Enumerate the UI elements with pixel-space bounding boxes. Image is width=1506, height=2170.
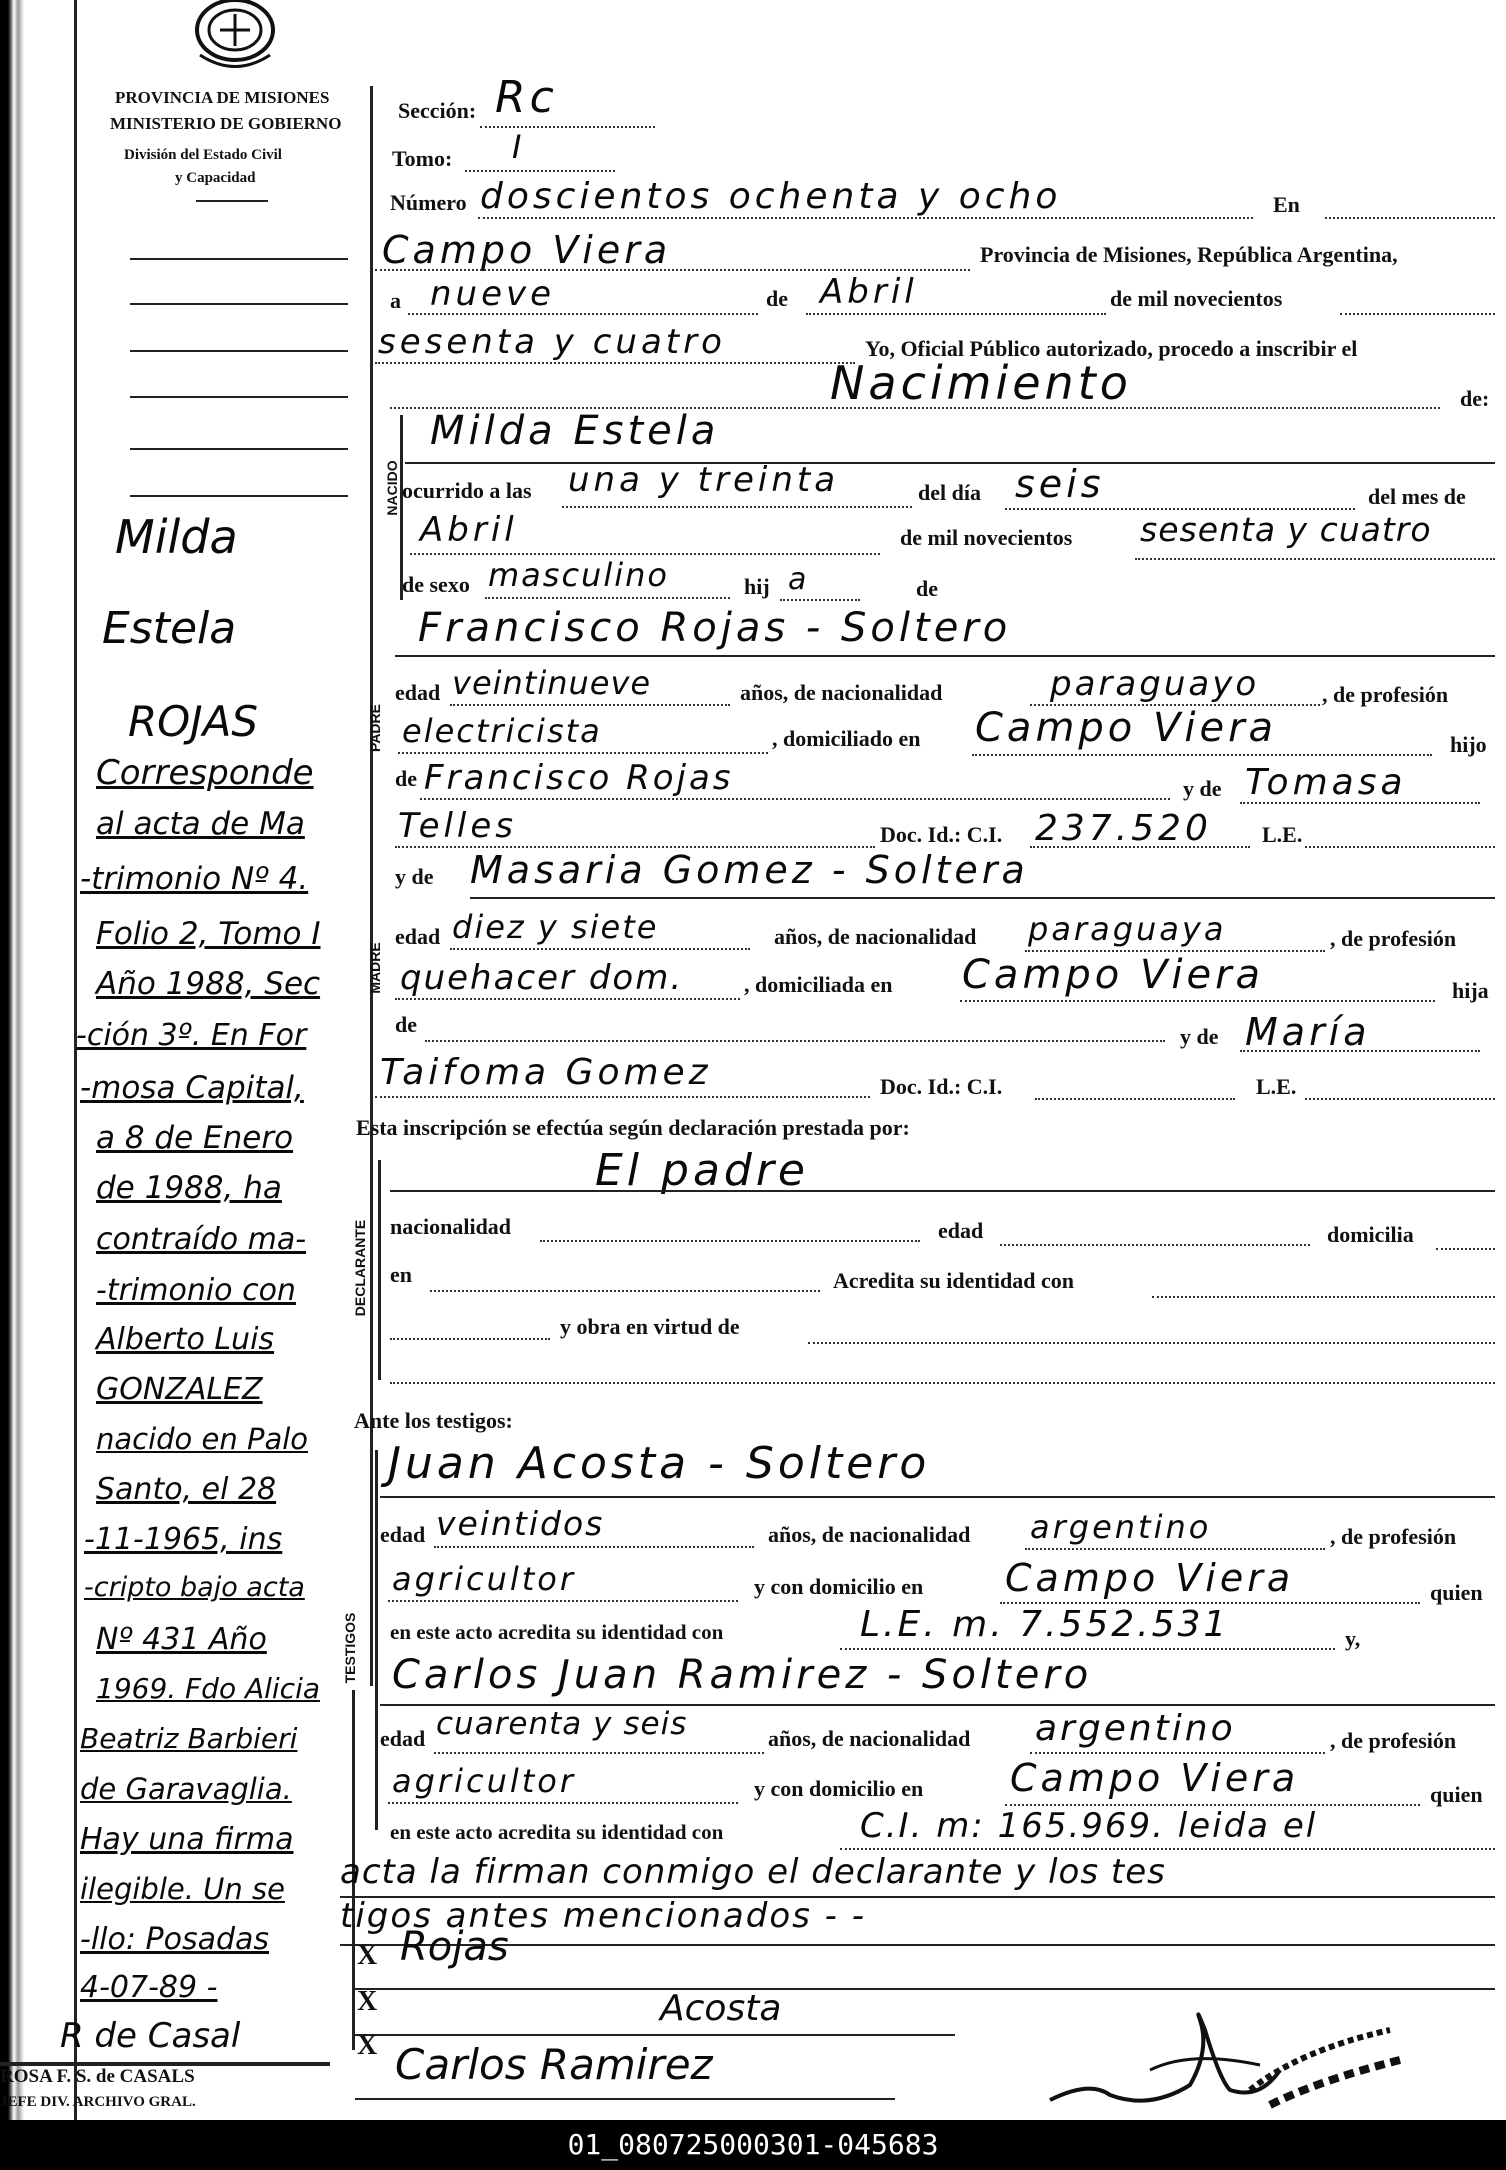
sexo-value: masculino bbox=[488, 556, 669, 594]
margin-line: de 1988, ha bbox=[96, 1170, 282, 1206]
declarante-nac-label: nacionalidad bbox=[390, 1214, 512, 1239]
madre-nac-label: años, de nacionalidad bbox=[774, 924, 977, 949]
declarante-intro: Esta inscripción se efectúa según declaración prestada por: bbox=[356, 1115, 910, 1140]
margin-line: ilegible. Un se bbox=[80, 1872, 285, 1906]
margin-line: contraído ma- bbox=[96, 1222, 307, 1257]
padre-edad-label: edad bbox=[395, 680, 441, 705]
padre-nac-label: años, de nacionalidad bbox=[740, 680, 943, 705]
closing-line-2: tigos antes mencionados - - bbox=[340, 1896, 866, 1936]
declarante-obra-label: y obra en virtud de bbox=[560, 1314, 740, 1339]
padre-dom-label: , domiciliado en bbox=[772, 726, 921, 751]
w1-acredita-label: en este acto acredita su identidad con bbox=[390, 1620, 724, 1644]
tomo-label: Tomo: bbox=[392, 146, 453, 171]
document-id-footer: 01_080725000301-045683 bbox=[0, 2120, 1506, 2170]
scan-left-edge bbox=[0, 0, 28, 2120]
margin-line: 4-07-89 - bbox=[80, 1970, 218, 2005]
month-value: Abril bbox=[820, 272, 918, 312]
hij-label: hij bbox=[744, 574, 770, 599]
madre-dom-label: , domiciliada en bbox=[744, 972, 893, 997]
coat-of-arms-icon bbox=[190, 0, 280, 72]
w2-dom-label: y con domicilio en bbox=[754, 1776, 924, 1801]
w1-quien-label: quien bbox=[1430, 1580, 1483, 1605]
division-header-2: y Capacidad bbox=[175, 170, 256, 186]
father-name: Francisco Rojas - Soltero bbox=[418, 605, 1012, 651]
mil-label: de mil novecientos bbox=[1110, 286, 1283, 311]
scan-border-line bbox=[74, 0, 77, 2120]
w2-quien-label: quien bbox=[1430, 1782, 1483, 1807]
madre-y-de-label: y de bbox=[395, 864, 434, 889]
w1-y-label: y, bbox=[1345, 1626, 1361, 1651]
witness2-nationality: argentino bbox=[1035, 1708, 1236, 1749]
testigos-intro: Ante los testigos: bbox=[354, 1408, 513, 1433]
ministry-header: MINISTERIO DE GOBIERNO bbox=[110, 114, 342, 133]
margin-line: Folio 2, Tomo I bbox=[96, 916, 321, 952]
witness1-name: Juan Acosta - Soltero bbox=[388, 1438, 931, 1489]
w2-prof-label: , de profesión bbox=[1330, 1728, 1457, 1753]
del-dia-label: del día bbox=[918, 480, 981, 505]
father-doc-value: 237.520 bbox=[1035, 808, 1212, 849]
margin-line: -ción 3º. En For bbox=[76, 1018, 307, 1053]
witness1-id: L.E. m. 7.552.531 bbox=[860, 1604, 1230, 1645]
padre-y-de-label: y de bbox=[1183, 776, 1222, 801]
hija-label: hija bbox=[1452, 978, 1489, 1003]
official-seal-icon bbox=[1240, 2010, 1410, 2110]
tomo-value: I bbox=[512, 128, 526, 166]
province-header: PROVINCIA DE MISIONES bbox=[115, 88, 330, 107]
act-value: Nacimiento bbox=[830, 356, 1132, 410]
padre-le-label: L.E. bbox=[1262, 822, 1303, 847]
numero-label: Número bbox=[390, 190, 467, 215]
declarante-section-label: DECLARANTE bbox=[352, 1219, 368, 1317]
margin-line: Hay una firma bbox=[80, 1822, 294, 1857]
ocurrido-label: ocurrido a las bbox=[402, 478, 532, 503]
margin-line: -llo: Posadas bbox=[80, 1922, 270, 1957]
margin-line: -mosa Capital, bbox=[80, 1070, 304, 1106]
sexo-label: de sexo bbox=[402, 572, 470, 597]
w2-acredita-label: en este acto acredita su identidad con bbox=[390, 1820, 724, 1844]
father-nationality: paraguayo bbox=[1050, 664, 1260, 704]
closing-line-1: acta la firman conmigo el declarante y los tes bbox=[340, 1852, 1166, 1892]
place-value: Campo Viera bbox=[382, 228, 672, 272]
w1-dom-label: y con domicilio en bbox=[754, 1574, 924, 1599]
father-domicile: Campo Viera bbox=[975, 705, 1278, 751]
madre-de-label: de bbox=[395, 1012, 417, 1037]
declarante-edad-label: edad bbox=[938, 1218, 984, 1243]
witness2-profession: agricultor bbox=[392, 1762, 577, 1800]
margin-line: Nº 431 Año bbox=[96, 1622, 267, 1657]
witness2-name: Carlos Juan Ramirez - Soltero bbox=[392, 1652, 1093, 1698]
mother-profession: quehacer dom. bbox=[400, 958, 684, 998]
madre-edad-label: edad bbox=[395, 924, 441, 949]
hijo-label: hijo bbox=[1450, 732, 1487, 757]
madre-prof-label: , de profesión bbox=[1330, 926, 1457, 951]
birth-mil-label: de mil novecientos bbox=[900, 525, 1073, 550]
witness2-id: C.I. m: 165.969. leida el bbox=[860, 1806, 1318, 1846]
birth-month-value: Abril bbox=[420, 510, 518, 550]
margin-line: Estela bbox=[102, 603, 237, 654]
witness1-profession: agricultor bbox=[392, 1560, 577, 1598]
padre-section-label: PADRE bbox=[367, 704, 383, 752]
witness2-age: cuarenta y seis bbox=[436, 1706, 688, 1742]
margin-line: Corresponde bbox=[96, 753, 314, 793]
declarant-value: El padre bbox=[595, 1145, 809, 1196]
birth-day-value: seis bbox=[1015, 462, 1105, 506]
padre-doc-label: Doc. Id.: C.I. bbox=[880, 822, 1003, 847]
margin-line: de Garavaglia. bbox=[80, 1772, 292, 1806]
paternal-grandmother: Tomasa bbox=[1245, 762, 1407, 803]
maternal-grandmother-surname: Taifoma Gomez bbox=[380, 1052, 712, 1093]
year-value: sesenta y cuatro bbox=[378, 322, 726, 362]
signature-x: X bbox=[357, 2030, 378, 2061]
madre-y-de2-label: y de bbox=[1180, 1024, 1219, 1049]
hour-value: una y treinta bbox=[568, 460, 840, 500]
nacido-name: Milda Estela bbox=[430, 408, 720, 454]
padre-prof-label: , de profesión bbox=[1322, 682, 1449, 707]
margin-signature: R de Casal bbox=[60, 2016, 241, 2056]
declarante-acredita-label: Acredita su identidad con bbox=[833, 1268, 1075, 1293]
de-label: de bbox=[766, 286, 788, 311]
hij-value: a bbox=[788, 562, 811, 597]
margin-line: -cripto bajo acta bbox=[84, 1572, 305, 1603]
maternal-grandmother: María bbox=[1245, 1010, 1371, 1054]
margin-line: al acta de Ma bbox=[96, 806, 305, 842]
province-text: Provincia de Misiones, República Argentina, bbox=[980, 242, 1398, 267]
signature-ramirez: Carlos Ramirez bbox=[395, 2040, 713, 2089]
del-mes-label: del mes de bbox=[1368, 484, 1466, 509]
father-profession: electricista bbox=[402, 712, 602, 750]
declarante-dom-label: domicilia bbox=[1327, 1222, 1414, 1247]
signature-x: X bbox=[357, 1940, 378, 1971]
witness2-domicile: Campo Viera bbox=[1010, 1756, 1300, 1800]
madre-doc-label: Doc. Id.: C.I. bbox=[880, 1074, 1003, 1099]
margin-line: -trimonio Nº 4. bbox=[80, 861, 309, 897]
margin-line: 1969. Fdo Alicia bbox=[96, 1672, 321, 1705]
w1-nac-label: años, de nacionalidad bbox=[768, 1522, 971, 1547]
signature-acosta: Acosta bbox=[660, 1988, 782, 2029]
mother-age: diez y siete bbox=[452, 908, 659, 946]
signature-x: X bbox=[357, 1986, 378, 2017]
nacido-section-label: NACIDO bbox=[384, 460, 400, 516]
archive-stamp: ROSA F. S. de CASALS bbox=[0, 2066, 195, 2087]
day-value: nueve bbox=[430, 274, 556, 314]
madre-section-label: MADRE bbox=[367, 942, 383, 994]
margin-line: Santo, el 28 bbox=[96, 1472, 277, 1507]
en-label: En bbox=[1273, 192, 1300, 217]
witness1-age: veintidos bbox=[436, 1504, 605, 1543]
paternal-grandmother-surname: Telles bbox=[398, 806, 518, 846]
numero-value: doscientos ochenta y ocho bbox=[480, 176, 1062, 217]
father-age: veintinueve bbox=[452, 664, 652, 702]
w2-nac-label: años, de nacionalidad bbox=[768, 1726, 971, 1751]
mother-name: Masaria Gomez - Soltera bbox=[470, 848, 1029, 892]
margin-line: a 8 de Enero bbox=[96, 1120, 294, 1156]
madre-le-label: L.E. bbox=[1256, 1074, 1297, 1099]
padre-de-label: de bbox=[395, 766, 417, 791]
division-header: División del Estado Civil bbox=[124, 147, 282, 163]
seccion-label: Sección: bbox=[398, 98, 477, 123]
margin-line: ROJAS bbox=[128, 697, 259, 746]
witness1-domicile: Campo Viera bbox=[1005, 1556, 1295, 1600]
birth-year-value: sesenta y cuatro bbox=[1140, 510, 1432, 549]
mother-domicile: Campo Viera bbox=[962, 952, 1265, 998]
testigos-section-label: TESTIGOS bbox=[342, 1612, 358, 1684]
margin-line: Beatriz Barbieri bbox=[80, 1722, 298, 1755]
declarante-en-label: en bbox=[390, 1262, 412, 1287]
archive-stamp-2: JEFE DIV. ARCHIVO GRAL. bbox=[0, 2094, 196, 2110]
signature-rojas: Rojas bbox=[400, 1924, 509, 1970]
margin-line: GONZALEZ bbox=[96, 1372, 263, 1407]
witness1-nationality: argentino bbox=[1030, 1508, 1212, 1546]
margin-line: -11-1965, ins bbox=[84, 1522, 283, 1557]
w1-prof-label: , de profesión bbox=[1330, 1524, 1457, 1549]
margin-line: Alberto Luis bbox=[96, 1322, 275, 1357]
margin-line: Milda bbox=[115, 510, 238, 564]
w2-edad-label: edad bbox=[380, 1726, 426, 1751]
official-text: Yo, Oficial Público autorizado, procedo a inscribir el bbox=[865, 336, 1358, 361]
margin-line: -trimonio con bbox=[96, 1273, 296, 1308]
margin-line: Año 1988, Sec bbox=[96, 966, 321, 1002]
seccion-value: Rc bbox=[495, 72, 558, 123]
paternal-grandfather: Francisco Rojas bbox=[424, 758, 734, 798]
w1-edad-label: edad bbox=[380, 1522, 426, 1547]
a-label: a bbox=[390, 288, 401, 313]
margin-line: nacido en Palo bbox=[96, 1422, 309, 1456]
mother-nationality: paraguaya bbox=[1028, 910, 1227, 948]
de-colon-label: de: bbox=[1460, 386, 1490, 411]
nacido-de-label: de bbox=[916, 576, 938, 601]
